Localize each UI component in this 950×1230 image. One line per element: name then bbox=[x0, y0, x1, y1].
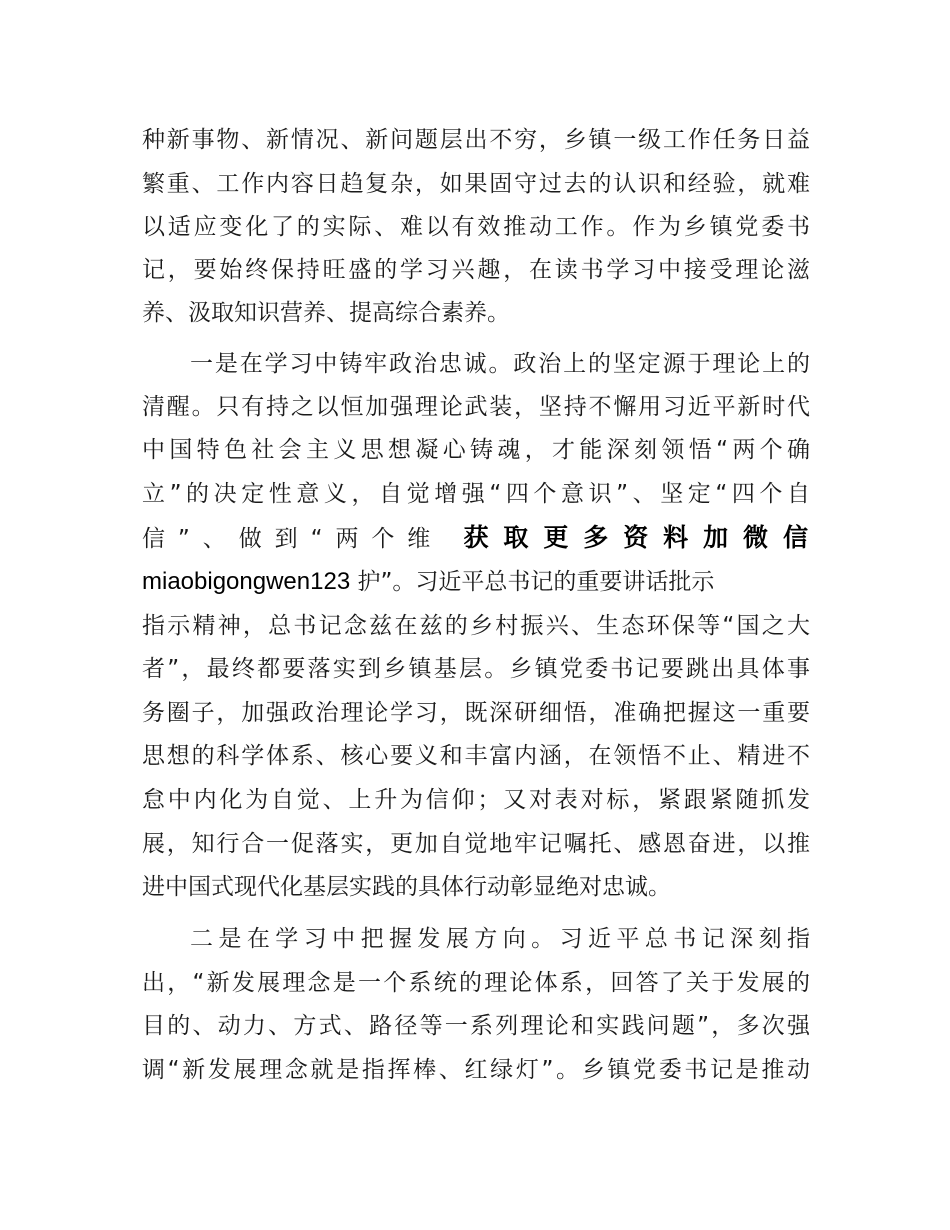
text-line: 种新事物、新情况、新问题层出不穷，乡镇一级工作任务日益 bbox=[142, 127, 810, 153]
text-line: 怠中内化为自觉、上升为信仰；又对表对标，紧跟紧随抓发 bbox=[142, 787, 810, 813]
text-line: 者”，最终都要落实到乡镇基层。乡镇党委书记要跳出具体事 bbox=[142, 656, 810, 682]
text-fragment: 信”、做到“两个维 bbox=[142, 526, 444, 552]
watermark-line-2 bbox=[142, 564, 810, 600]
text-fragment: 护”。习近平总书记的重要讲话批示 bbox=[357, 569, 715, 595]
text-line: 中国特色社会主义思想凝心铸魂，才能深刻领悟“两个确 bbox=[142, 437, 810, 463]
watermark-line bbox=[142, 520, 810, 556]
watermark-wechat-id: miaobigongwen123 bbox=[142, 568, 351, 595]
text-line: 以适应变化了的实际、难以有效推动工作。作为乡镇党委书 bbox=[142, 214, 810, 240]
text-line: 展，知行合一促落实，更加自觉地牢记嘱托、感恩奋进，以推 bbox=[142, 831, 810, 857]
text-line: 出，“新发展理念是一个系统的理论体系，回答了关于发展的 bbox=[142, 970, 810, 996]
text-line: 清醒。只有持之以恒加强理论武装，坚持不懈用习近平新时代 bbox=[142, 394, 810, 420]
text-line: 目的、动力、方式、路径等一系列理论和实践问题”，多次强 bbox=[142, 1013, 810, 1039]
text-line: 思想的科学体系、核心要义和丰富内涵，在领悟不止、精进不 bbox=[142, 743, 810, 769]
text-line: 进中国式现代化基层实践的具体行动彰显绝对忠诚。 bbox=[142, 874, 671, 900]
paragraph-heading-line: 二是在学习中把握发展方向。习近平总书记深刻指 bbox=[190, 926, 810, 952]
watermark-text: 获取更多资料加微信 bbox=[463, 523, 810, 552]
text-line: 记，要始终保持旺盛的学习兴趣，在读书学习中接受理论滋 bbox=[142, 257, 810, 283]
text-line: 繁重、工作内容日趋复杂，如果固守过去的认识和经验，就难 bbox=[142, 171, 810, 197]
text-line: 调“新发展理念就是指挥棒、红绿灯”。乡镇党委书记是推动 bbox=[142, 1057, 810, 1083]
text-line: 养、汲取知识营养、提高综合素养。 bbox=[142, 300, 510, 326]
text-line: 指示精神，总书记念兹在兹的乡村振兴、生态环保等“国之大 bbox=[142, 613, 810, 639]
text-line: 务圈子，加强政治理论学习，既深研细悟，准确把握这一重要 bbox=[142, 700, 810, 726]
paragraph-heading-line: 一是在学习中铸牢政治忠诚。政治上的坚定源于理论上的 bbox=[190, 351, 810, 377]
text-line: 立”的决定性意义，自觉增强“四个意识”、坚定“四个自 bbox=[142, 481, 810, 507]
